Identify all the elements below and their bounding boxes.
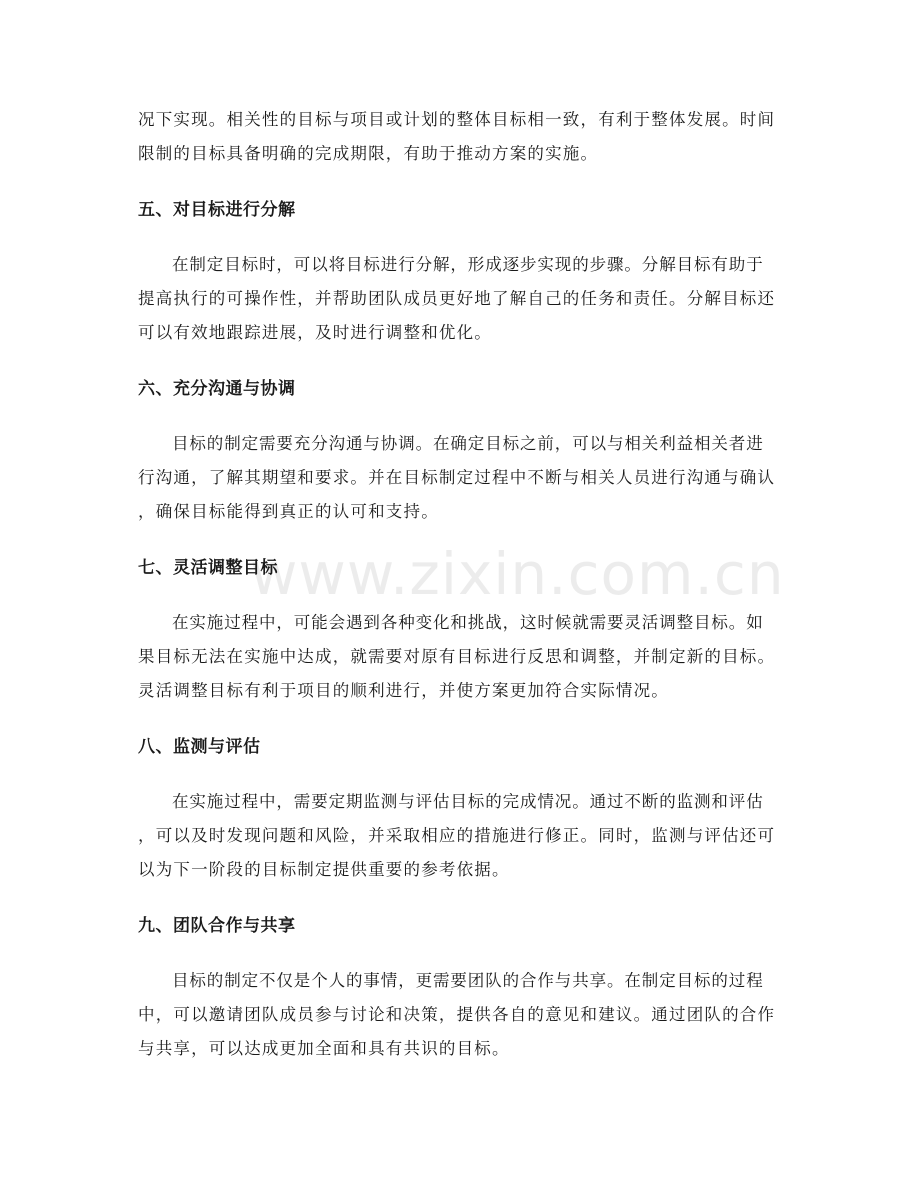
section-paragraph-9 [138,964,798,1066]
paragraph-line: ，确保目标能得到真正的认可和支持。 [138,502,439,521]
paragraph-line: 目标的制定不仅是个人的事情，更需要团队的合作与共享。在制定目标的过程 [172,971,764,990]
section-paragraph-8 [138,785,798,887]
paragraph-line: 在制定目标时，可以将目标进行分解，形成逐步实现的步骤。分解目标有助于 [172,255,764,274]
section-paragraph-5 [138,248,798,350]
paragraph-line: 行沟通，了解其期望和要求。并在目标制定过程中不断与相关人员进行沟通与确认 [138,468,776,487]
intro-paragraph [138,103,798,171]
paragraph-line: 中，可以邀请团队成员参与讨论和决策，提供各自的意见和建议。通过团队的合作 [138,1005,776,1024]
watermark: www.zixin.com.cn [250,540,785,608]
paragraph-line: 提高执行的可操作性，并帮助团队成员更好地了解自己的任务和责任。分解目标还 [138,289,776,308]
section-heading-9: 九、团队合作与共享 [138,916,296,936]
paragraph-line: 与共享，可以达成更加全面和具有共识的目标。 [138,1039,510,1058]
section-heading-6: 六、充分沟通与协调 [138,379,296,399]
paragraph-line: 目标的制定需要充分沟通与协调。在确定目标之前，可以与相关利益相关者进 [172,434,764,453]
paragraph-line: ，可以及时发现问题和风险，并采取相应的措施进行修正。同时，监测与评估还可 [138,826,776,845]
paragraph-line: 况下实现。相关性的目标与项目或计划的整体目标相一致，有利于整体发展。时间 [138,110,776,129]
paragraph-line: 在实施过程中，可能会遇到各种变化和挑战，这时候就需要灵活调整目标。如 [172,613,764,632]
section-heading-5: 五、对目标进行分解 [138,200,296,220]
paragraph-line: 果目标无法在实施中达成，就需要对原有目标进行反思和调整，并制定新的目标。 [138,647,776,666]
paragraph-line: 可以有效地跟踪进展，及时进行调整和优化。 [138,323,492,342]
section-heading-7: 七、灵活调整目标 [138,558,278,578]
paragraph-line: 以为下一阶段的目标制定提供重要的参考依据。 [138,860,510,879]
section-paragraph-7 [138,606,798,708]
paragraph-line: 在实施过程中，需要定期监测与评估目标的完成情况。通过不断的监测和评估 [172,792,764,811]
paragraph-line: 灵活调整目标有利于项目的顺利进行，并使方案更加符合实际情况。 [138,681,669,700]
section-paragraph-6 [138,427,798,529]
section-heading-8: 八、监测与评估 [138,737,261,757]
paragraph-line: 限制的目标具备明确的完成期限，有助于推动方案的实施。 [138,144,599,163]
document-body [138,103,798,1066]
